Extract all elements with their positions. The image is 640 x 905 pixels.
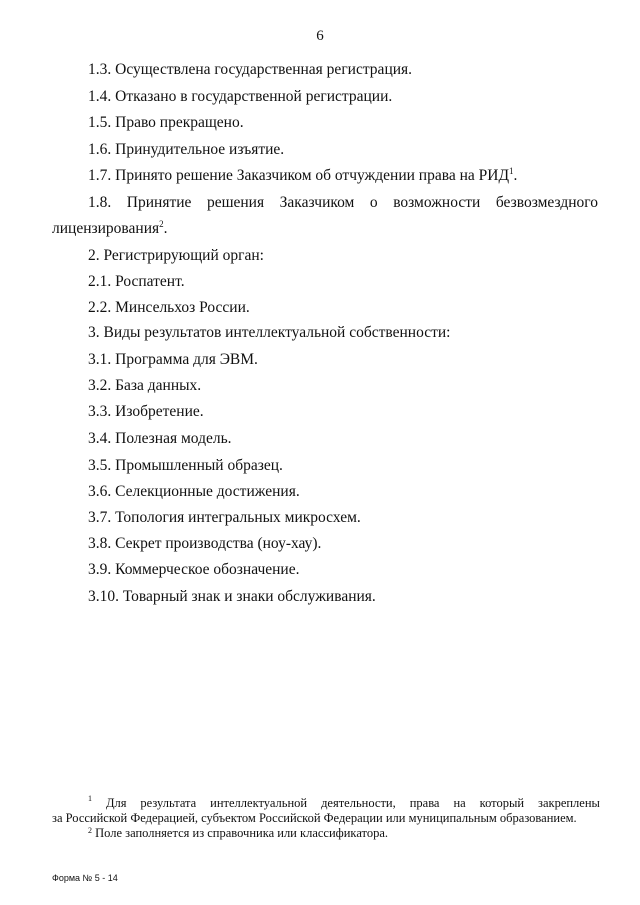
item-1-8-word: 1.8.	[88, 194, 112, 211]
item-3-8: 3.8. Секрет производства (ноу-хау).	[88, 535, 322, 552]
item-1-8-word: решения	[206, 194, 265, 211]
item-1-6: 1.6. Принудительное изъятие.	[88, 141, 285, 158]
item-3-5: 3.5. Промышленный образец.	[88, 457, 283, 474]
item-3-7: 3.7. Топология интегральных микросхем.	[88, 509, 361, 526]
item-3-9: 3.9. Коммерческое обозначение.	[88, 561, 300, 578]
item-1-8-word: Принятие	[126, 194, 192, 211]
footnote-ref-1[interactable]: 1	[509, 165, 514, 176]
footnote-1-word: интеллектуальной	[210, 796, 308, 810]
item-1-8-word: Заказчиком	[279, 194, 355, 211]
item-1-8-word: безвозмездного	[495, 194, 598, 211]
item-3-6: 3.6. Селекционные достижения.	[88, 483, 300, 500]
item-1-7	[88, 166, 517, 186]
footnote-ref-2[interactable]: 2	[159, 218, 164, 229]
footnote-1-word: результата	[140, 796, 197, 810]
item-1-5: 1.5. Право прекращено.	[88, 114, 244, 131]
item-1-4: 1.4. Отказано в государственной регистрации.	[88, 88, 393, 105]
item-2: 2. Регистрирующий орган:	[88, 247, 264, 264]
item-3-4: 3.4. Полезная модель.	[88, 430, 232, 447]
footnote-1-word: права	[409, 796, 440, 810]
footnote-1-word: на	[453, 796, 466, 810]
item-3-2: 3.2. База данных.	[88, 377, 202, 394]
item-1-7-text: 1.7. Принято решение Заказчиком об отчуждении права на РИД	[88, 167, 510, 184]
form-label: Форма № 5 - 14	[52, 873, 118, 883]
page-number: 6	[316, 28, 324, 44]
item-1-8-line2	[52, 219, 168, 239]
item-3-1: 3.1. Программа для ЭВМ.	[88, 351, 258, 368]
footnote-1-line2: за Российской Федерацией, субъектом Российской Федерации или муниципальным образованием.	[52, 811, 577, 825]
item-3: 3. Виды результатов интеллектуальной собственности:	[88, 324, 451, 341]
item-1-8-end: .	[163, 220, 168, 237]
item-1-8-line1	[88, 193, 598, 213]
footnote-1-line1	[88, 795, 600, 811]
item-3-3: 3.3. Изобретение.	[88, 403, 204, 420]
item-3-10: 3.10. Товарный знак и знаки обслуживания.	[88, 588, 376, 605]
item-1-7-end: .	[513, 167, 518, 184]
footnote-2	[88, 825, 388, 843]
footnote-1-mark: 1	[88, 794, 92, 803]
footnote-2-mark: 2	[88, 826, 92, 835]
footnote-1-word: который	[479, 796, 525, 810]
item-1-8-word: о	[369, 194, 378, 211]
item-1-8-cont: лицензирования	[52, 220, 160, 237]
footnote-1-word: деятельности,	[321, 796, 396, 810]
footnote-1-word: закреплены	[538, 796, 600, 810]
item-1-3: 1.3. Осуществлена государственная регистрация.	[88, 61, 413, 78]
item-2-2: 2.2. Минсельхоз России.	[88, 299, 250, 316]
footnote-2-text: Поле заполняется из справочника или классификатора.	[95, 826, 389, 840]
footnote-1-word: Для	[105, 796, 127, 810]
item-2-1: 2.1. Роспатент.	[88, 273, 185, 290]
item-1-8-word: возможности	[393, 194, 481, 211]
